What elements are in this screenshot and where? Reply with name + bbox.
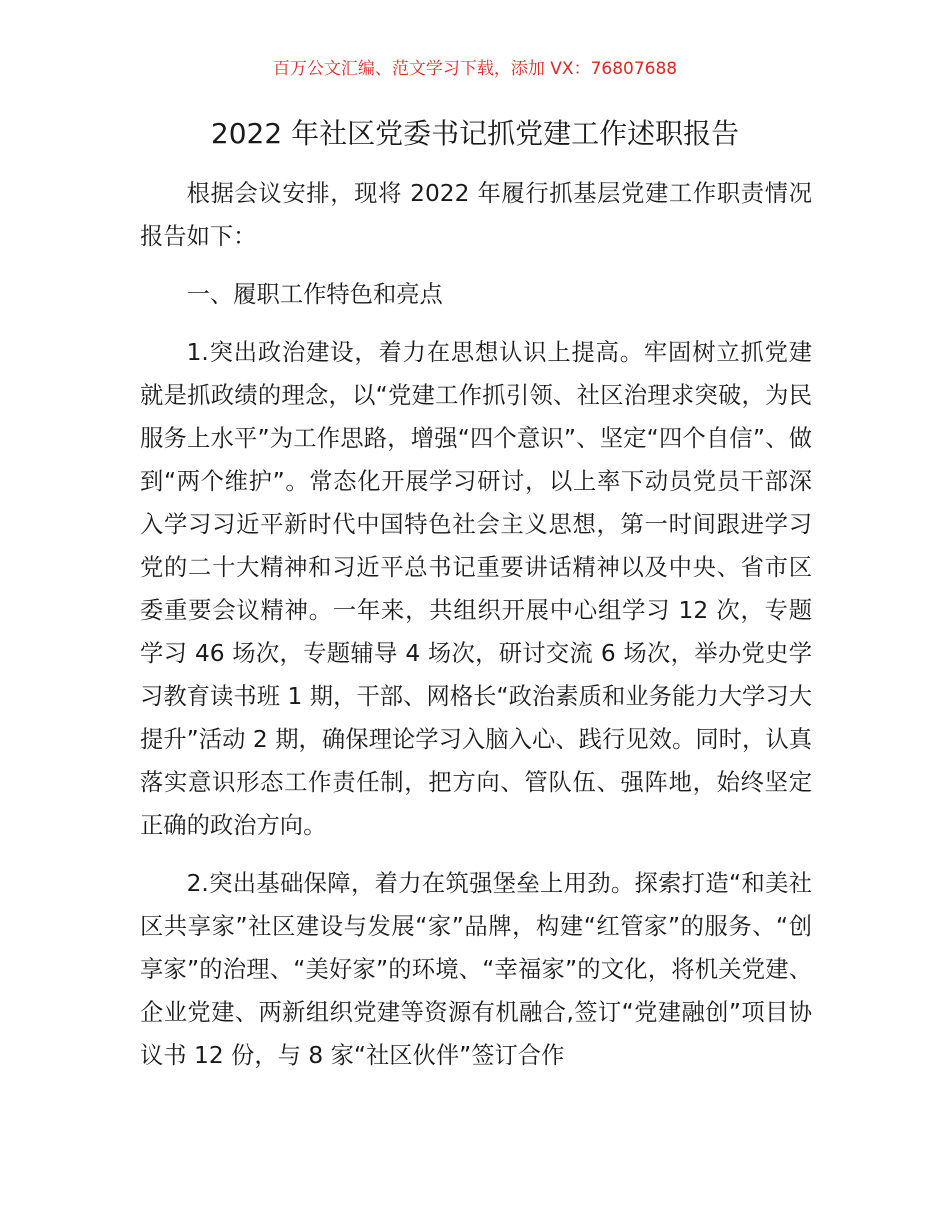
paragraph-basic-guarantee: 2.突出基础保障，着力在筑强堡垒上用劲。探索打造“和美社区共享家”社区建设与发展“家”品牌，构建“红管家”的服务、“创享家”的治理、“美好家”的环境、“幸福家”的文化，将机关党建、企业党建、两新组织党建等资源有机融合,签订“党建融创”项目协议书 12 份，与 8 家“社区伙伴”签订合作 [140,870,812,1069]
paragraph-intro: 根据会议安排，现将 2022 年履行抓基层党建工作职责情况报告如下： [140,180,812,250]
section-heading: 一、履职工作特色和亮点 [186,281,443,308]
paragraph-political-construction: 1.突出政治建设，着力在思想认识上提高。牢固树立抓党建就是抓政绩的理念，以“党建工作抓引领、社区治理求突破，为民服务上水平”为工作思路，增强“四个意识”、坚定“四个自信”、做到“两个维护”。常态化开展学习研讨，以上率下动员党员干部深入学习习近平新时代中国特色社会主义思想，第一时间跟进学习党的二十大精神和习近平总书记重要讲话精神以及中央、省市区委重要会议精神。一年来，共组织开展中心组学习 12 次，专题学习 46 场次，专题辅导 4 场次，研讨交流 6 场次，举办党史学习教育读书班 1 期，干部、网格长“政治素质和业务能力大学习大提升”活动 2 期，确保理论学习入脑入心、践行见效。同时，认真落实意识形态工作责任制，把方向、管队伍、强阵地，始终坚定正确的政治方向。 [140,339,812,839]
document-title: 2022 年社区党委书记抓党建工作述职报告 [210,117,740,150]
watermark-header: 百万公文汇编、范文学习下载，添加 VX：76807688 [272,59,678,79]
document-body [140,172,812,1092]
